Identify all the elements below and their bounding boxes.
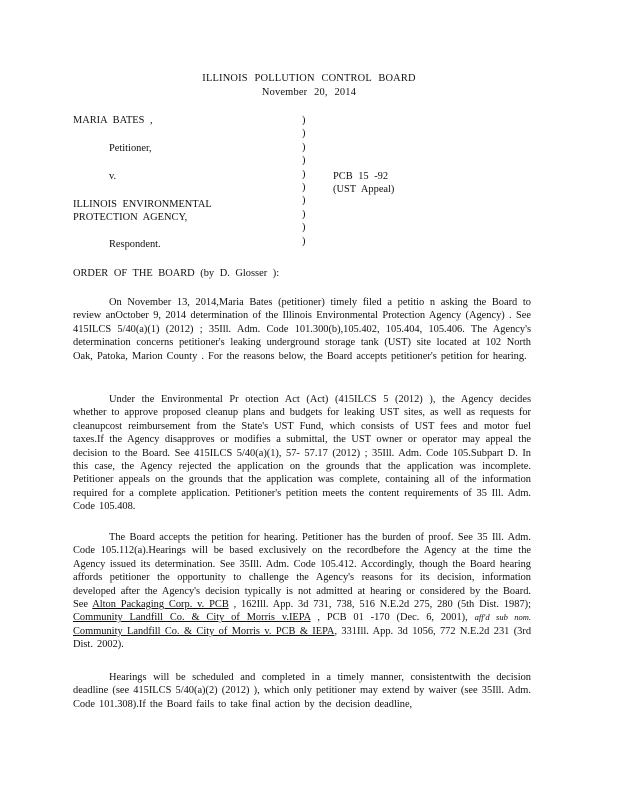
order-date: November 20, 2014 (261, 87, 357, 98)
paragraph-3 (73, 531, 531, 652)
paragraph-3-text-a: The Board accepts the petition for hearing. Petitioner has the burden of proof. See 35 Ill. Adm. Code 105.112(a).Hearings will be based exclusively on the recordbefore the Agency at the time the Agency issued its determination. See 35Ill. Adm. Code 105.412. Accordingly, though the Board hearing affords petitioner the opportunity to challenge the Agency's reasons for its decision, information developed after the Agency's decision typically is not admitted at hearing or considered by the Board. See (73, 532, 531, 611)
paragraph-3-text-b: , 162Ill. App. 3d 731, 738, 516 N.E.2d 275, 280 (5th Dist. 1987); (228, 599, 531, 611)
case-number-block (333, 170, 394, 197)
petitioner-role: Petitioner, (109, 143, 152, 154)
case-citation-alton: Alton Packaging Corp. v. PCB (92, 599, 229, 611)
paragraph-2: Under the Environmental Pr otection Act (Act) (415ILCS 5 (2012) ), the Agency decides whether to approve proposed cleanup plans and budgets for leaking UST sites, as well as requests for cleanupcost reimbursement from the State's UST Fund, which consists of UST fees and motor fuel taxes.If the Agency disapproves or modifies a submittal, the UST owner or operator may appeal the decision to the Board. See 415ILCS 5/40(a)(1), 57- 57.17 (2012) ; 35Ill. Adm. Code 105.Subpart D. In this case, the Agency rejected the application on the grounds that the application was incomplete. Petitioner appeals on the grounds that the application was complete, containing all of the information required for a complete application. Petitioner's petition meets the content requirements of 35 Ill. Adm. Code 105.408. (73, 394, 531, 513)
paren: ) (302, 141, 306, 153)
respondent-role: Respondent. (109, 239, 161, 250)
paren: ) (302, 155, 306, 167)
paren: ) (302, 235, 306, 247)
paren: ) (302, 195, 306, 207)
affd-sub-nom: aff'd sub nom. (474, 612, 531, 623)
board-title: ILLINOIS POLLUTION CONTROL BOARD (202, 73, 416, 84)
paren: ) (302, 168, 306, 180)
case-citation-community-landfill-iepa: Community Landfill Co. & City of Morris v.IEPA (73, 612, 311, 624)
case-citation-community-landfill-pcb: Community Landfill Co. & City of Morris v. PCB & IEPA (73, 625, 335, 637)
paren: ) (302, 222, 306, 234)
versus: v. (109, 171, 117, 182)
respondent-name-line1: ILLINOIS ENVIRONMENTAL (73, 199, 212, 210)
petitioner-name: MARIA BATES , (73, 115, 153, 126)
paren: ) (302, 208, 306, 220)
paragraph-4: Hearings will be scheduled and completed in a timely manner, consistentwith the decision deadline (see 415ILCS 5/40(a)(2) (2012) ), which only petitioner may extend by waiver (see 35Ill. Adm. Code 101.308).If the Board fails to take final action by the decision deadline, (73, 672, 531, 710)
case-type: (UST Appeal) (333, 184, 395, 196)
case-number: PCB 15 -92 (333, 171, 389, 182)
paragraph-3-text-c: , PCB 01 -170 (Dec. 6, 2001), (310, 612, 475, 624)
order-heading: ORDER OF THE BOARD (by D. Glosser ): (73, 268, 280, 279)
paren: ) (302, 128, 306, 140)
paragraph-1: On November 13, 2014,Maria Bates (petitioner) timely filed a petitio n asking the Board to review anOctober 9, 2014 determination of the Illinois Environmental Protection Agency (Agency) . See 415ILCS 5/40(a)(1) (2012) ; 35Ill. Adm. Code 101.300(b),105.402, 105.404, 105.406. The Agency's determination concerns petitioner's leaking underground storage tank (UST) site located at 102 North Oak, Patoka, Marion County . For the reasons below, the Board accepts petitioner's petition for hearing. (73, 297, 531, 362)
respondent-name-line2: PROTECTION AGENCY, (73, 212, 188, 223)
paren: ) (302, 182, 306, 193)
paragraph-3-text-d: , 331Ill. App. 3d 1056, 772 N.E.2d 231 (3rd Dist. 2002). (73, 625, 532, 651)
paren: ) (302, 115, 306, 126)
